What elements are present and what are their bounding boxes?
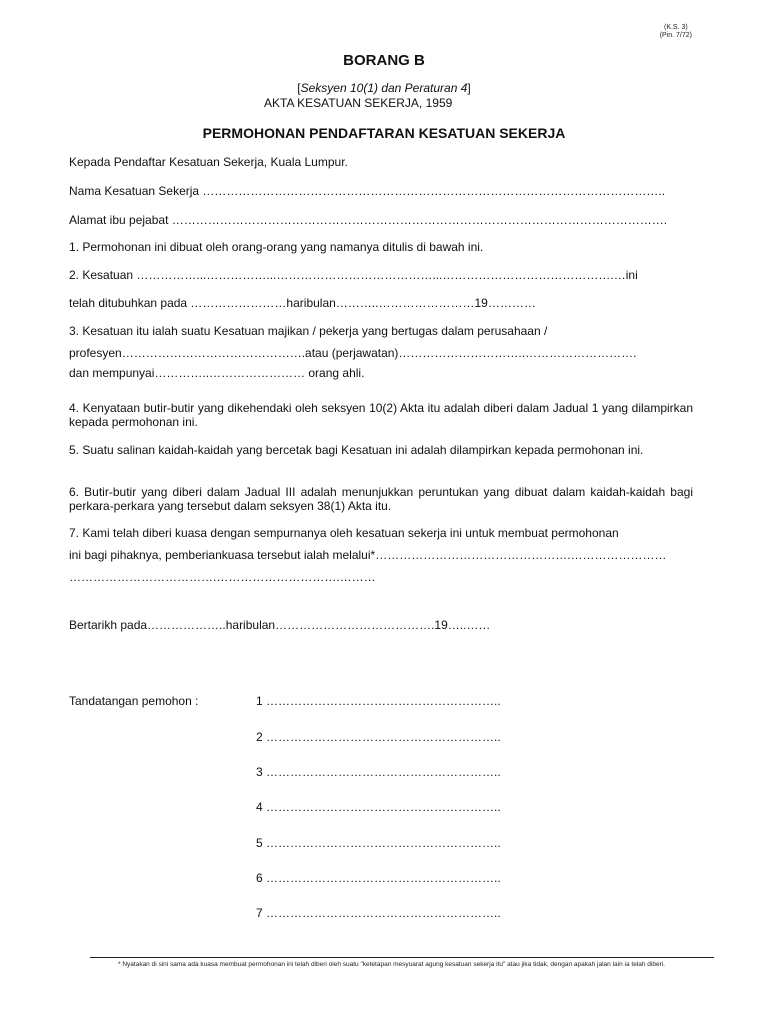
form-reference xyxy=(660,24,692,40)
signature-line-5: 5 ………………………………………………….. xyxy=(256,836,501,850)
section-ref-open: [ xyxy=(297,81,301,95)
section-ref-close: ] xyxy=(467,81,471,95)
signature-line-3: 3 ………………………………………………….. xyxy=(256,765,501,779)
item-3-line-2: profesyen……………………………………….atau (perjawatan)…………………………..………………………. xyxy=(69,346,637,360)
date-field: Bertarikh pada………………..haribulan………………………………….19…..…… xyxy=(69,618,491,632)
item-3-members: dan mempunyai…………..…………………… orang ahli. xyxy=(69,366,365,380)
signature-line-2: 2 ………………………………………………….. xyxy=(256,730,501,744)
item-7-line-2: ini bagi pihaknya, pemberiankuasa tersebut ialah melalui*………………………………………….…………………… xyxy=(69,548,667,562)
footnote: * Nyatakan di sini sama ada kuasa membuat permohonan ini telah diberi oleh suatu "ketetapan mesyuarat agung kesatuan sekerja itu" atau jika tidak, dengan apakah jalan lain ia telah diberi. xyxy=(118,961,665,968)
form-title: BORANG B xyxy=(343,52,425,69)
item-2-established: telah ditubuhkan pada ……………………haribulan………..……………………19………… xyxy=(69,296,536,310)
union-name-field: Nama Kesatuan Sekerja …………………………………………………………………………………………………….. xyxy=(69,184,666,198)
act-name: AKTA KESATUAN SEKERJA, 1959 xyxy=(264,96,453,110)
section-ref-text: Seksyen 10(1) dan Peraturan 4 xyxy=(300,81,468,95)
form-ref-code: (K.S. 3) xyxy=(663,24,688,31)
signature-line-4: 4 ………………………………………………….. xyxy=(256,800,501,814)
footnote-divider xyxy=(90,957,714,958)
item-4: 4. Kenyataan butir-butir yang dikehendaki oleh seksyen 10(2) Akta itu adalah diberi dalam Jadual 1 yang dilampirkan kepada permohonan ini. xyxy=(69,401,693,429)
addressee: Kepada Pendaftar Kesatuan Sekerja, Kuala Lumpur. xyxy=(69,155,348,169)
item-1: 1. Permohonan ini dibuat oleh orang-orang yang namanya ditulis di bawah ini. xyxy=(69,240,484,254)
office-address-field: Alamat ibu pejabat ……………………………………………………………………………………………………………. xyxy=(69,213,668,227)
item-3-line-1: 3. Kesatuan itu ialah suatu Kesatuan majikan / pekerja yang bertugas dalam perusahaan / xyxy=(69,324,548,338)
signature-line-1: 1 ………………………………………………….. xyxy=(256,694,501,708)
item-2-union: 2. Kesatuan ……………...……………...…………………………………...…………………………………….…ini xyxy=(69,268,638,282)
item-7-line-3: ……………………………….………………………….……… xyxy=(69,570,376,584)
item-6: 6. Butir-butir yang diberi dalam Jadual III adalah menunjukkan peruntukan yang dibuat dalam kaidah-kaidah bagi perkara-perkara yang tersebut dalam seksyen 38(1) Akta itu. xyxy=(69,485,693,513)
form-ref-pin: (Pin. 7/72) xyxy=(659,32,692,39)
item-7-line-1: 7. Kami telah diberi kuasa dengan sempurnanya oleh kesatuan sekerja ini untuk membuat permohonan xyxy=(69,526,619,540)
signature-label: Tandatangan pemohon : xyxy=(69,694,199,708)
item-5: 5. Suatu salinan kaidah-kaidah yang bercetak bagi Kesatuan ini adalah dilampirkan kepada permohonan ini. xyxy=(69,443,644,457)
main-title: PERMOHONAN PENDAFTARAN KESATUAN SEKERJA xyxy=(202,125,566,141)
signature-line-6: 6 ………………………………………………….. xyxy=(256,871,501,885)
section-reference xyxy=(0,81,768,95)
signature-line-7: 7 ………………………………………………….. xyxy=(256,906,501,920)
